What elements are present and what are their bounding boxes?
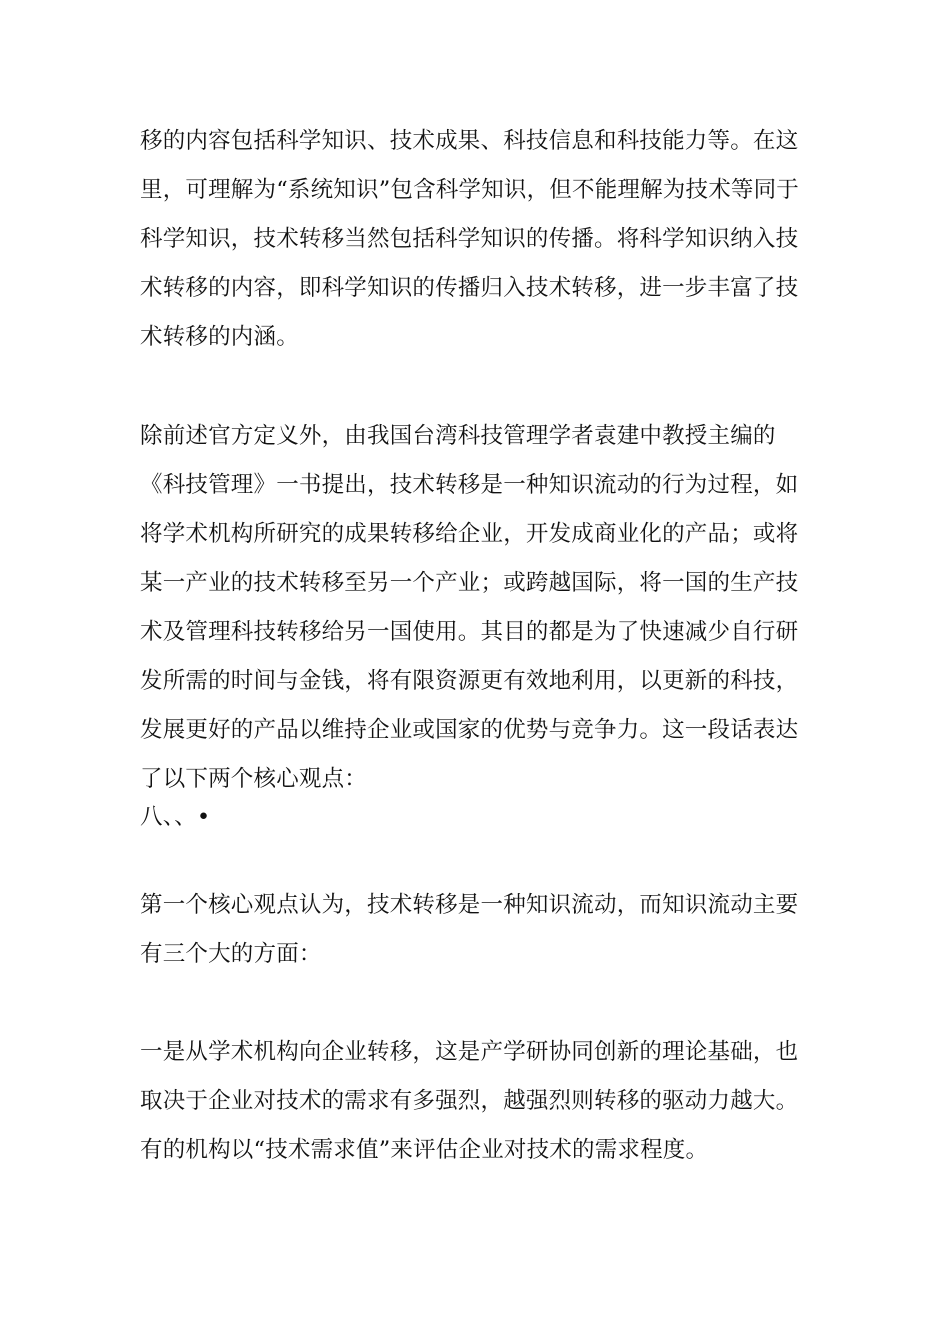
paragraph-knowledge-content: 移的内容包括科学知识、技术成果、科技信息和科技能力等。在这里，可理解为“系统知识”包含科学知识，但不能理解为技术等同于科学知识，技术转移当然包括科学知识的传播。将科学知识纳入技术转移的内容，即科学知识的传播归入技术转移，进一步丰富了技术转移的内涵。 [140, 128, 800, 350]
paragraph-stray-marker: 八、、• [140, 804, 211, 830]
paragraph-definition-tech-transfer: 除前述官方定义外，由我国台湾科技管理学者袁建中教授主编的《科技管理》一书提出，技术转移是一种知识流动的行为过程，如将学术机构所研究的成果转移给企业，开发成商业化的产品；或将某一产业的技术转移至另一个产业；或跨越国际，将一国的生产技术及管理科技转移给另一国使用。其目的都是为了快速减少自行研发所需的时间与金钱，将有限资源更有效地利用，以更新的科技，发展更好的产品以维持企业或国家的优势与竞争力。这一段话表达了以下两个核心观点： [140, 423, 799, 792]
paragraph-first-core-view: 第一个核心观点认为，技术转移是一种知识流动，而知识流动主要有三个大的方面： [140, 892, 799, 967]
paragraph-academic-to-enterprise: 一是从学术机构向企业转移，这是产学研协同创新的理论基础，也取决于企业对技术的需求有多强烈，越强烈则转移的驱动力越大。有的机构以“技术需求值”来评估企业对技术的需求程度。 [140, 1039, 799, 1163]
